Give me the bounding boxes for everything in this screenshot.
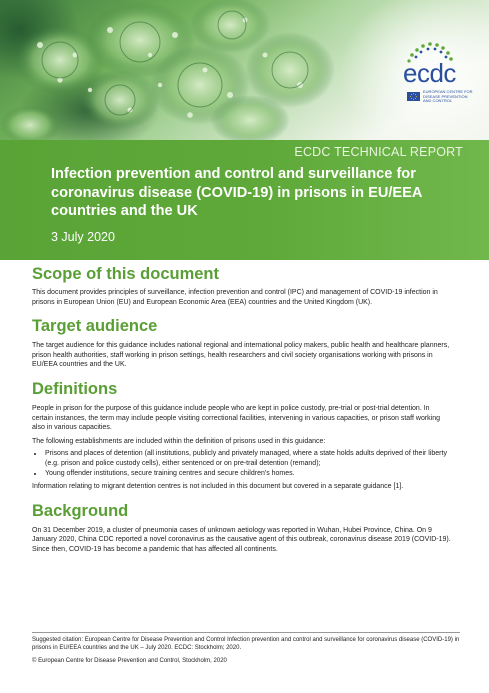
ecdc-org-name xyxy=(423,90,473,104)
report-date: 3 July 2020 xyxy=(51,230,115,244)
definitions-paragraph: People in prison for the purpose of this guidance include people who are kept in police custody, pre-trial or post-trial detention. In certain instances, the term may include people visiting correctional facilities, intervening in various capacities, or prison staff working also in various capacities. xyxy=(32,404,441,432)
background-paragraph: On 31 December 2019, a cluster of pneumonia cases of unknown aetiology was reported in Wuhan, Hubei Province, China. On 9 January 2020, China CDC reported a novel coronavirus as the causative agent of this outbreak, coronavirus disease 2019 (COVID-19). Since then, COVID-19 has become a pandemic that has affected all continents. xyxy=(32,526,451,553)
copyright: © European Centre for Disease Prevention and Control, Stockholm, 2020 xyxy=(32,658,227,664)
org-name-line: AND CONTROL xyxy=(423,98,453,104)
title-band xyxy=(0,140,489,260)
ecdc-logo xyxy=(381,36,481,116)
section-heading-definitions: Definitions xyxy=(32,379,118,398)
list-item: • Prisons and places of detention (all institutions, publicly and privately managed, where a state holds adults deprived of their liberty (e.g. prison and police custody cells), either sentenced or on pre-trail detention (remand); xyxy=(44,449,452,468)
scope-paragraph: This document provides principles of surveillance, infection prevention and control (IPC) and management of COVID-19 infection in prisons in European Union (EU) and European Economic Area (EEA) countries and the United Kingdom (UK). xyxy=(32,289,438,306)
cover-image xyxy=(0,0,489,140)
report-type: ECDC TECHNICAL REPORT xyxy=(294,145,463,159)
section-heading-audience: Target audience xyxy=(32,317,158,336)
report-title: Infection prevention and control and surveillance for coronavirus disease (COVID-19) in prisons in EU/EEA countries and the UK xyxy=(51,166,422,219)
definitions-paragraph: The following establishments are included within the definition of prisons used in this guidance: xyxy=(32,437,326,445)
audience-paragraph: The target audience for this guidance includes national regional and international policy makers, public health and healthcare planners, prison health authorities, staff working in prison settings, health researchers and civil society organisations working with prisons in EU/EEA countries and the UK. xyxy=(32,342,450,369)
list-item: • Young offender institutions, secure training centres and secure children's homes. xyxy=(44,469,452,479)
org-name-line: EUROPEAN CENTRE FOR xyxy=(423,89,473,94)
section-heading-background: Background xyxy=(32,501,129,520)
suggested-citation: Suggested citation: European Centre for Disease Prevention and Control Infection prevention and control and surveillance for coronavirus disease (COVID-19) in prisons in EU/EEA countries and the UK – July 2020. ECDC: Stockholm; 2020. xyxy=(32,637,460,651)
prison-definition-list xyxy=(32,449,452,478)
ecdc-wordmark: ecdc xyxy=(403,58,456,88)
org-name-line: DISEASE PREVENTION xyxy=(423,93,468,99)
document-body xyxy=(32,264,452,555)
footer xyxy=(32,632,460,665)
definitions-paragraph: Information relating to migrant detention centres is not included in this document but covered in a separate guidance [1]. xyxy=(32,483,404,491)
section-heading-scope: Scope of this document xyxy=(32,265,220,283)
eu-flag-icon xyxy=(407,92,420,101)
